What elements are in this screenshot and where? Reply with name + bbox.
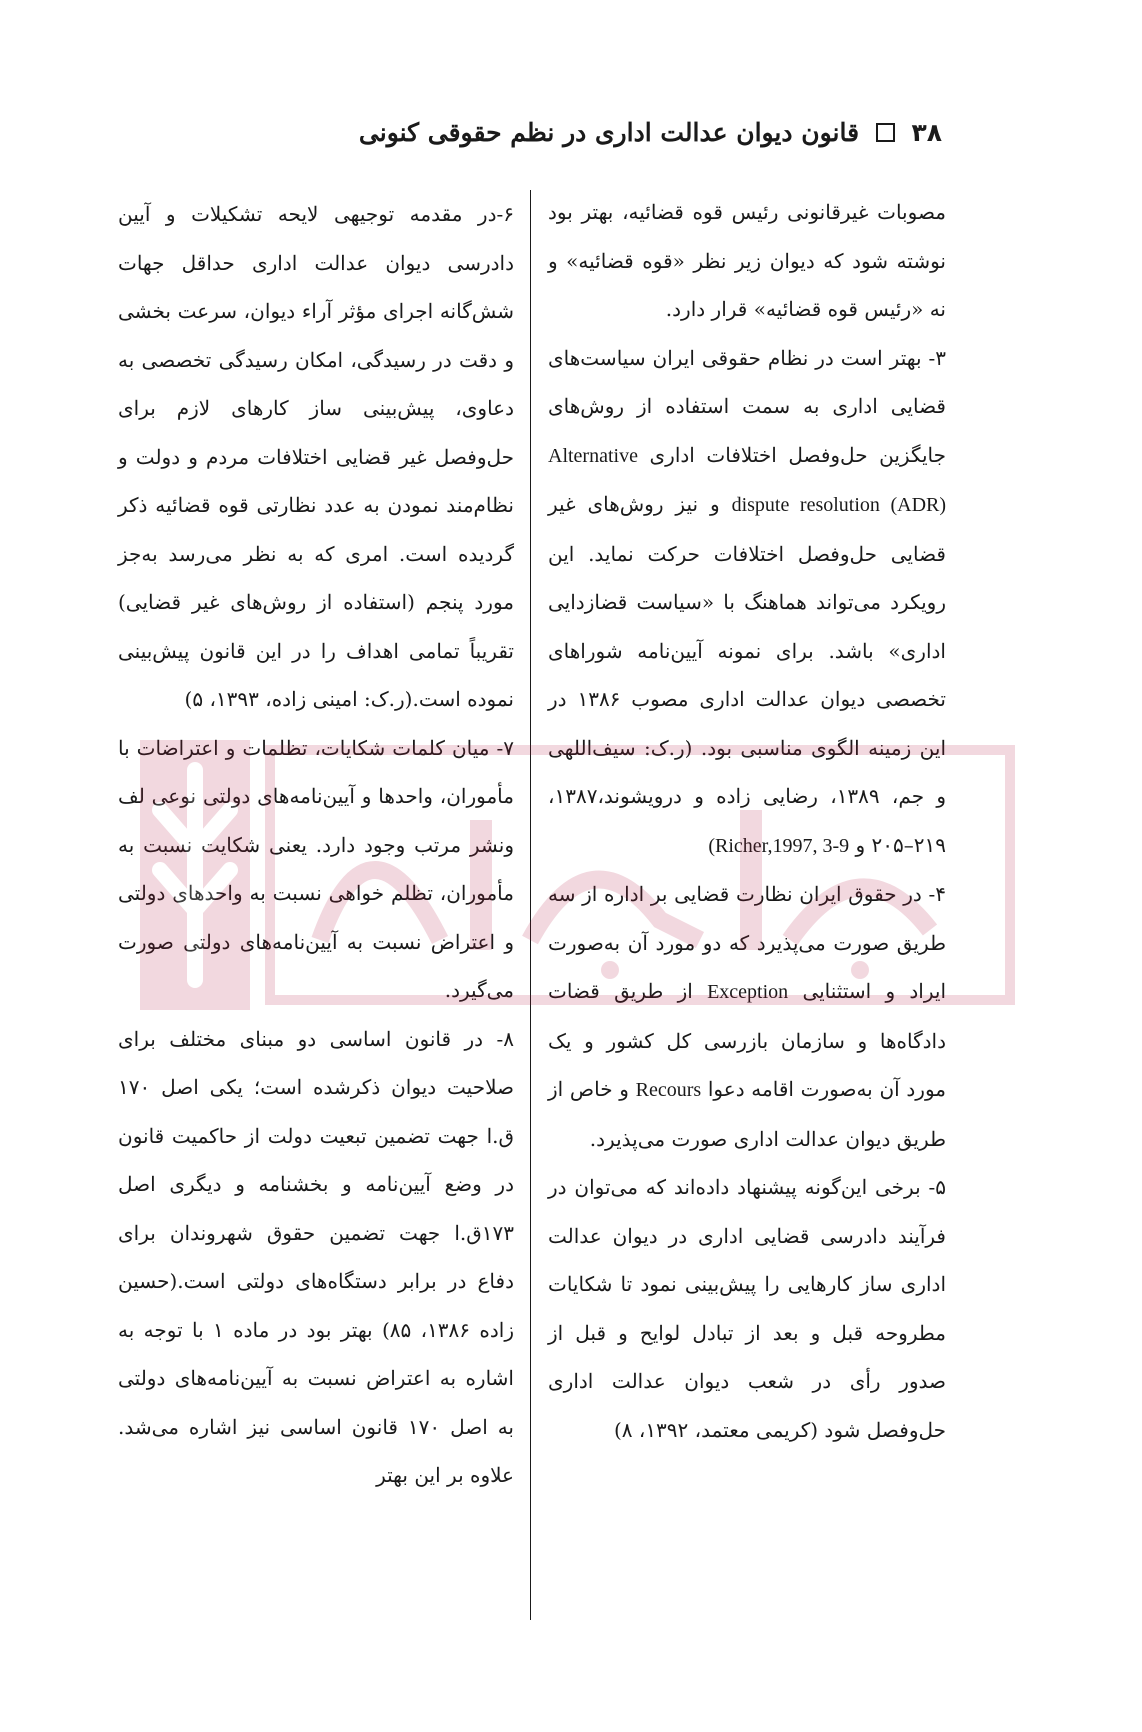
right-column bbox=[548, 188, 946, 1454]
recours-term: Recours bbox=[635, 1079, 702, 1101]
column-divider bbox=[530, 190, 531, 1620]
paragraph-note-8: ۸- در قانون اساسی دو مبنای مختلف برای صلاحیت دیوان ذکرشده است؛ یکی اصل ۱۷۰ ق.ا جهت تضمین تبعیت دولت از حاکمیت قانون در وضع آیین‌نامه و بخشنامه و دیگری اصل ۱۷۳ق.ا جهت تضمین حقوق شهروندان برای دفاع در برابر دستگاه‌های دولتی است.(حسین زاده ۱۳۸۶، ۸۵) بهتر بود در ماده ۱ با توجه به اشاره به اعتراض نسبت به آیین‌نامه‌های دولتی به اصل ۱۷۰ قانون اساسی نیز اشاره می‌شد. علاوه بر این بهتر bbox=[118, 1026, 514, 1487]
paragraph-note-7: ۷- میان کلمات شکایات، تظلمات و اعتراضات با مأموران، واحدها و آیین‌نامه‌های دولتی نوعی لف ونشر مرتب وجود دارد. یعنی شکایت نسبت به مأموران، تظلم خواهی نسبت به واحدهای دولتی و اعتراض نسبت به آیین‌نامه‌های دولتی صورت می‌گیرد. bbox=[118, 735, 514, 1002]
paragraph-note-4 bbox=[548, 870, 946, 1163]
note-3-text-a: ۳- بهتر است در نظام حقوقی ایران سیاست‌های قضایی اداری به سمت استفاده از روش‌های جایگزین حل‌وفصل اختلافات اداری bbox=[548, 345, 947, 467]
note-3-text-b: و نیز روش‌های غیر قضایی حل‌وفصل اختلافات حرکت نماید. این رویکرد می‌تواند هماهنگ با «سیاست قضازدایی اداری» باشد. برای نمونه آیین‌نامه شوراهای تخصصی دیوان عدالت اداری مصوب ۱۳۸۶ در این زمینه الگوی مناسبی بود. (ر.ک: سیف‌اللهی و جم، ۱۳۸۹، رضایی زاده و درویشوند،۱۳۸۷، ۲۱۹–۲۰۵ و bbox=[548, 492, 946, 857]
page-number: ۳۸ bbox=[911, 118, 942, 147]
note-4-text-b: از طریق قضات دادگاه‌ها و سازمان بازرسی کل کشور و یک مورد آن به‌صورت اقامه دعوا bbox=[548, 979, 946, 1101]
square-bullet-icon bbox=[876, 123, 895, 142]
richer-reference: (Richer,1997, 3-9 bbox=[708, 834, 850, 857]
paragraph-note-5: ۵- برخی این‌گونه پیشنهاد داده‌اند که می‌توان در فرآیند دادرسی قضایی اداری در دیوان عدالت اداری ساز کارهایی را پیش‌بینی نمود تا شکایات مطروحه قبل و بعد از تبادل لوایح و قبل از صدور رأی در شعب دیوان عدالت اداری حل‌وفصل شود (کریمی معتمد، ۱۳۹۲، ۸) bbox=[548, 1175, 946, 1442]
paragraph-note-6: ۶-در مقدمه توجیهی لایحه تشکیلات و آیین دادرسی دیوان عدالت اداری حداقل جهات شش‌گانه اجرای مؤثر آراء دیوان، سرعت بخشی و دقت در رسیدگی، امکان رسیدگی تخصصی به دعاوی، پیش‌بینی ساز کارهای لازم برای حل‌وفصل غیر قضایی اختلافات مردم و دولت و نظام‌مند نمودن به عدد نظارتی قوه قضائیه ذکر گردیده است. امری که به نظر می‌رسد به‌جز مورد پنجم (استفاده از روش‌های غیر قضایی) تقریباً تمامی اهداف را در این قانون پیش‌بینی نموده است.(ر.ک: امینی زاده، ۱۳۹۳، ۵) bbox=[118, 202, 514, 711]
note-4-text-c: و خاص از طریق دیوان عدالت اداری صورت می‌پذیرد. bbox=[548, 1077, 946, 1151]
adr-term: Alternative dispute resolution (ADR) bbox=[548, 444, 947, 516]
exception-term: Exception bbox=[707, 981, 789, 1003]
paragraph-note-3 bbox=[548, 334, 946, 871]
paragraph-continuation: مصوبات غیرقانونی رئیس قوه قضائیه، بهتر بود نوشته شود که دیوان زیر نظر «قوه قضائیه» و نه «رئیس قوه قضائیه» قرار دارد. bbox=[548, 200, 946, 321]
note-4-text-a: ۴- در حقوق ایران نظارت قضایی بر اداره از سه طریق صورت می‌پذیرد که دو مورد آن به‌صورت ایراد و استثنایی bbox=[548, 882, 947, 1003]
running-header bbox=[342, 118, 942, 147]
running-title: قانون دیوان عدالت اداری در نظم حقوقی کنونی bbox=[358, 118, 860, 147]
left-column bbox=[118, 190, 514, 1500]
